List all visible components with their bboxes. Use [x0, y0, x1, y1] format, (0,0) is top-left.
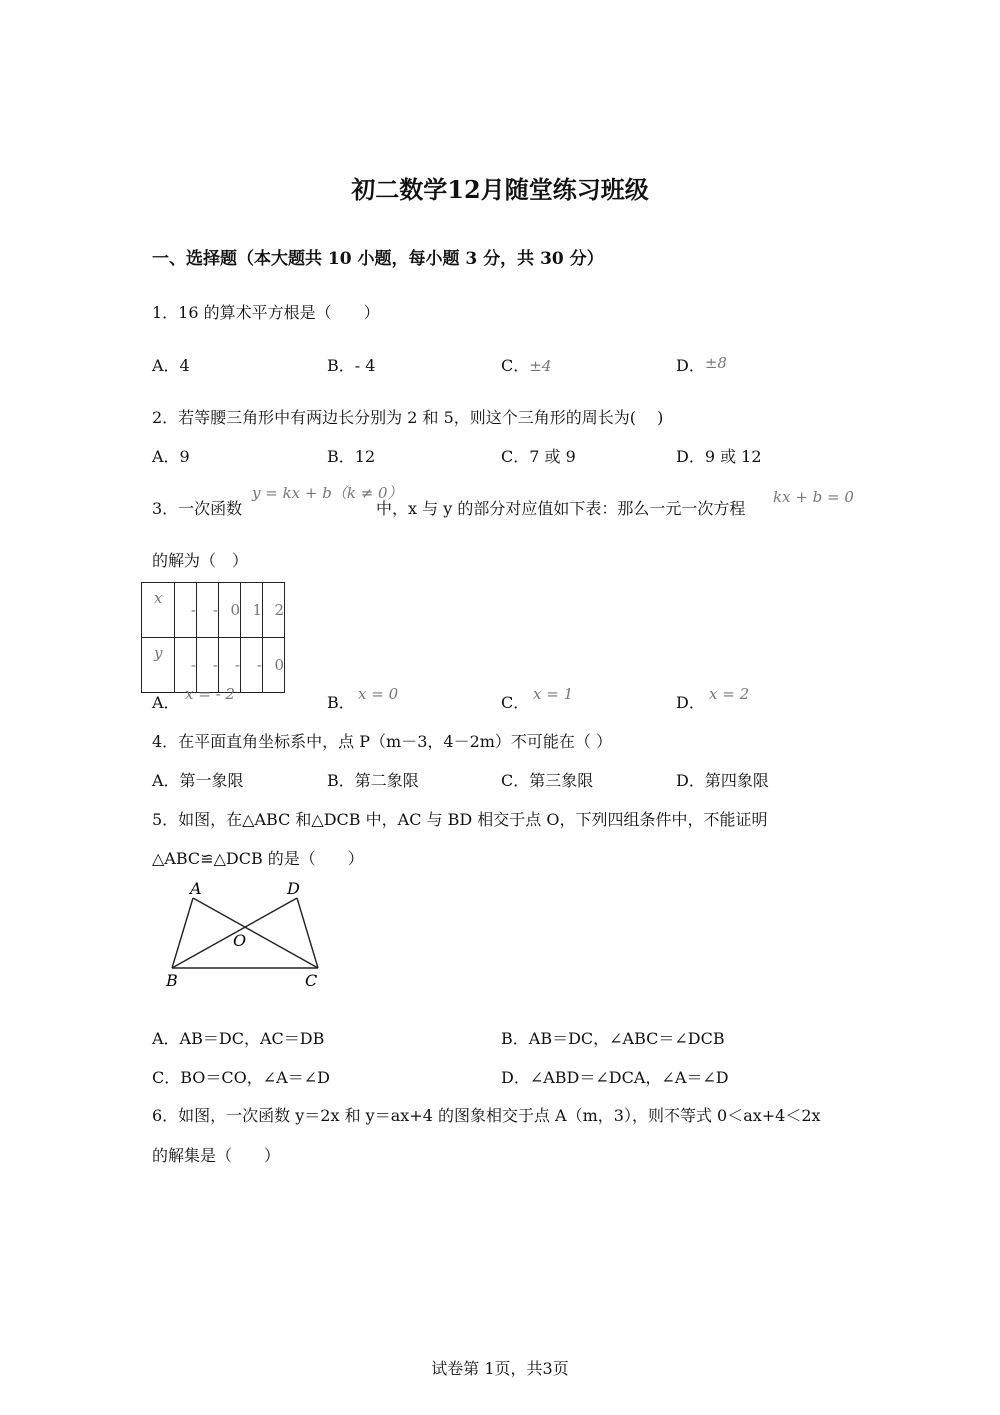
question-6-stem-line2: 的解集是（ ）: [152, 1146, 281, 1165]
q3-middle-text: 中，x 与 y 的部分对应值如下表：那么一元一次方程: [376, 499, 746, 518]
q3-option-a: A．: [152, 693, 180, 712]
fig-label-a: A: [190, 879, 202, 898]
fig-label-o: O: [233, 931, 247, 950]
q2-option-c: C．7 或 9: [501, 447, 576, 466]
question-2-stem: 2．若等腰三角形中有两边长分别为 2 和 5，则这个三角形的周长为( ): [152, 408, 664, 427]
page-title: 初二数学12月随堂练习班级: [351, 175, 649, 204]
q4-option-a: A．第一象限: [152, 771, 244, 790]
fig-label-c: C: [305, 971, 318, 990]
question-1-stem: 1．16 的算术平方根是（ ）: [152, 303, 380, 322]
q1-option-c-math: ±4: [529, 357, 552, 375]
q2-option-a: A．9: [152, 447, 190, 466]
q5-option-c: C．BO＝CO，∠A＝∠D: [152, 1068, 330, 1087]
q4-option-c: C．第三象限: [501, 771, 594, 790]
q1-option-a: A．4: [152, 356, 190, 375]
question-5-stem-line2: △ABC≌△DCB 的是（ ）: [152, 849, 364, 868]
table-cell: 0: [263, 638, 285, 693]
table-cell: -: [197, 638, 219, 693]
q3-option-d-math: x = 2: [709, 685, 750, 703]
fig-label-d: D: [287, 879, 300, 898]
q3-equation-math: kx + b = 0: [773, 488, 854, 506]
table-cell: -: [197, 583, 219, 638]
q3-stem-line2: 的解为（ ）: [152, 551, 249, 570]
q3-function-math: y = kx + b（k ≠ 0）: [252, 484, 403, 502]
q3-value-table: [141, 582, 285, 693]
table-cell: 2: [263, 583, 285, 638]
table-header-x: x: [142, 583, 175, 638]
q3-option-a-math: x = - 2: [185, 685, 235, 703]
fig-label-b: B: [166, 971, 178, 990]
question-4-stem: 4．在平面直角坐标系中，点 P（m－3，4－2m）不可能在（ ）: [152, 732, 613, 751]
question-5-stem: 5．如图，在△ABC 和△DCB 中，AC 与 BD 相交于点 O，下列四组条件中，不能证明: [152, 810, 768, 829]
q3-option-c: C．: [501, 693, 530, 712]
q2-option-d: D．9 或 12: [676, 447, 762, 466]
q1-option-c: C．±4: [501, 356, 552, 375]
q1-option-d-math: ±8: [704, 354, 727, 372]
q4-option-d: D．第四象限: [676, 771, 769, 790]
page-footer: 试卷第 1页，共3页: [431, 1359, 569, 1378]
q5-option-d: D．∠ABD＝∠DCA，∠A＝∠D: [501, 1068, 729, 1087]
q1-option-d: D．±8: [676, 354, 727, 375]
q5-option-a: A．AB＝DC，AC＝DB: [152, 1029, 325, 1048]
q5-option-b: B．AB＝DC，∠ABC＝∠DCB: [501, 1029, 725, 1048]
table-cell: -: [219, 638, 241, 693]
section-heading: 一、选择题（本大题共 10 小题，每小题 3 分，共 30 分）: [152, 249, 604, 269]
q5-triangle-figure: [160, 876, 330, 994]
q3-option-c-math: x = 1: [533, 685, 574, 703]
q3-option-b: B．: [327, 693, 355, 712]
table-cell: 1: [241, 583, 263, 638]
question-6-stem: 6．如图，一次函数 y＝2x 和 y＝ax+4 的图象相交于点 A（m，3），则不等式 0＜ax+4＜2x: [152, 1106, 821, 1125]
q1-option-b: B．- 4: [327, 356, 376, 375]
q3-option-d: D．: [676, 693, 705, 712]
table-header-y: y: [142, 638, 175, 693]
q3-option-b-math: x = 0: [358, 685, 399, 703]
table-cell: -: [175, 638, 197, 693]
table-cell: -: [175, 583, 197, 638]
q4-option-b: B．第二象限: [327, 771, 419, 790]
q3-prefix: 3．一次函数: [152, 499, 243, 518]
table-cell: 0: [219, 583, 241, 638]
table-row: [142, 583, 285, 638]
table-cell: -: [241, 638, 263, 693]
q2-option-b: B．12: [327, 447, 376, 466]
